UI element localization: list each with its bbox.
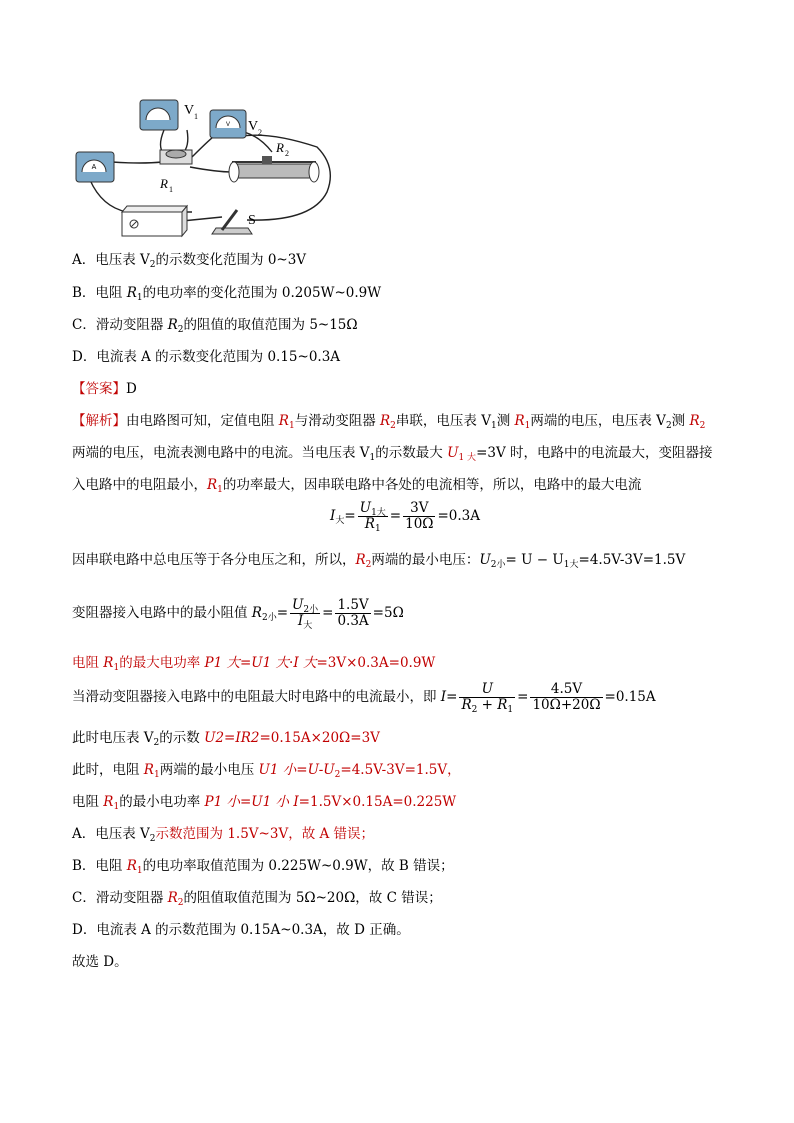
- analysis-p9: 此时，电阻 $R_1$两端的最小电压 U1 小$=U-U_2=4.5V-3V=1.5V$，: [72, 762, 461, 780]
- analysis-p4: 因串联电路中总电压等于各分电压之和，所以，$R_2$两端的最小电压：$U_{2小}= U - U_{1大}=4.5V-3V=1.5V$: [72, 552, 686, 570]
- resistor-r1: [159, 150, 192, 194]
- conclusion-a: A．电压表 $V_2$示数范围为 1.5V~3V，故 A 错误；: [72, 826, 375, 844]
- final-answer: 故选 D。: [72, 954, 128, 970]
- analysis-p8: 此时电压表 $V_2$的示数 U2=IR2=0.15A×20Ω=3V: [72, 730, 380, 748]
- v2-face-label: V: [225, 122, 231, 128]
- ammeter-face-label: A: [91, 164, 97, 171]
- voltmeter-v1: [140, 100, 198, 130]
- analysis-p6: 电阻 $R_1$的最大电功率 P1 大=U1 大·I 大=3V×0.3A=0.9W: [72, 655, 436, 673]
- conclusion-b: B．电阻 $R_1$的电功率取值范围为 0.225W~0.9W，故 B 错误；: [72, 858, 454, 876]
- analysis-p7: 当滑动变阻器接入电路中的电阻最大时电路中的电流最小，即 I= $\frac{U}{R_2 + R_1}$ = $\frac{4.5V}{10\Omega+20\Omega}$ =0.15A: [72, 681, 656, 715]
- analysis-p5: 变阻器接入电路中的最小阻值 $R_{2小}=$ $\frac{U_{2小}}{I_大}$ = $\frac{1.5V}{0.3A}$ =5Ω: [72, 597, 404, 631]
- ammeter: [76, 152, 114, 182]
- equation-max-current: $I_大=$ $\frac{U_{1大}}{R_1}$ = $\frac{3V}{10\Omega}$ =0.3A: [330, 500, 481, 534]
- option-d: D．电流表 A 的示数变化范围为 0.15~0.3A: [72, 349, 341, 365]
- conclusion-d: D．电流表 A 的示数范围为 0.15A~0.3A，故 D 正确。: [72, 922, 410, 938]
- conclusion-c: C．滑动变阻器 $R_2$的阻值取值范围为 5Ω~20Ω，故 C 错误；: [72, 890, 442, 908]
- v2-label: V: [248, 119, 259, 134]
- r1-label: R: [160, 176, 168, 191]
- analysis-p2: 两端的电压，电流表测电路中的电流。当电压表 $V_1$的示数最大 $U_{1 大}=3V$ 时，电路中的电流最大，变阻器接: [72, 445, 713, 463]
- r1-sub: 1: [169, 185, 173, 194]
- v2-sub: 2: [258, 128, 262, 137]
- option-b: B．电阻 $R_1$的电功率的变化范围为 0.205W~0.9W: [72, 285, 382, 303]
- circuit-diagram: [72, 92, 342, 242]
- analysis-p3: 入电路中的电阻最小，$R_1$的功率最大，因串联电路中各处的电流相等，所以，电路中的最大电流: [72, 477, 642, 495]
- switch-label: S: [248, 213, 256, 228]
- voltmeter-v2: [210, 110, 262, 138]
- option-a: A．电压表 $V_2$的示数变化范围为 0~3V: [72, 252, 307, 270]
- answer-line: 【答案】D: [72, 381, 137, 397]
- v1-sub: 1: [194, 112, 198, 121]
- r2-label: R: [276, 140, 284, 155]
- option-c: C．滑动变阻器 $R_2$的阻值的取值范围为 5~15Ω: [72, 317, 358, 335]
- analysis-p10: 电阻 $R_1$的最小电功率 P1 小=U1 小 I=1.5V×0.15A=0.225W: [72, 794, 457, 812]
- power-supply: [122, 206, 187, 236]
- r2-sub: 2: [285, 149, 289, 158]
- switch: [212, 210, 256, 234]
- v1-label: V: [184, 103, 195, 118]
- analysis-p1: 【解析】由电路图可知，定值电阻 $R_1$与滑动变阻器 $R_2$串联，电压表 $V_1$测 $R_1$两端的电压，电压表 $V_2$测 $R_2$: [72, 413, 706, 431]
- rheostat-r2: [229, 140, 319, 182]
